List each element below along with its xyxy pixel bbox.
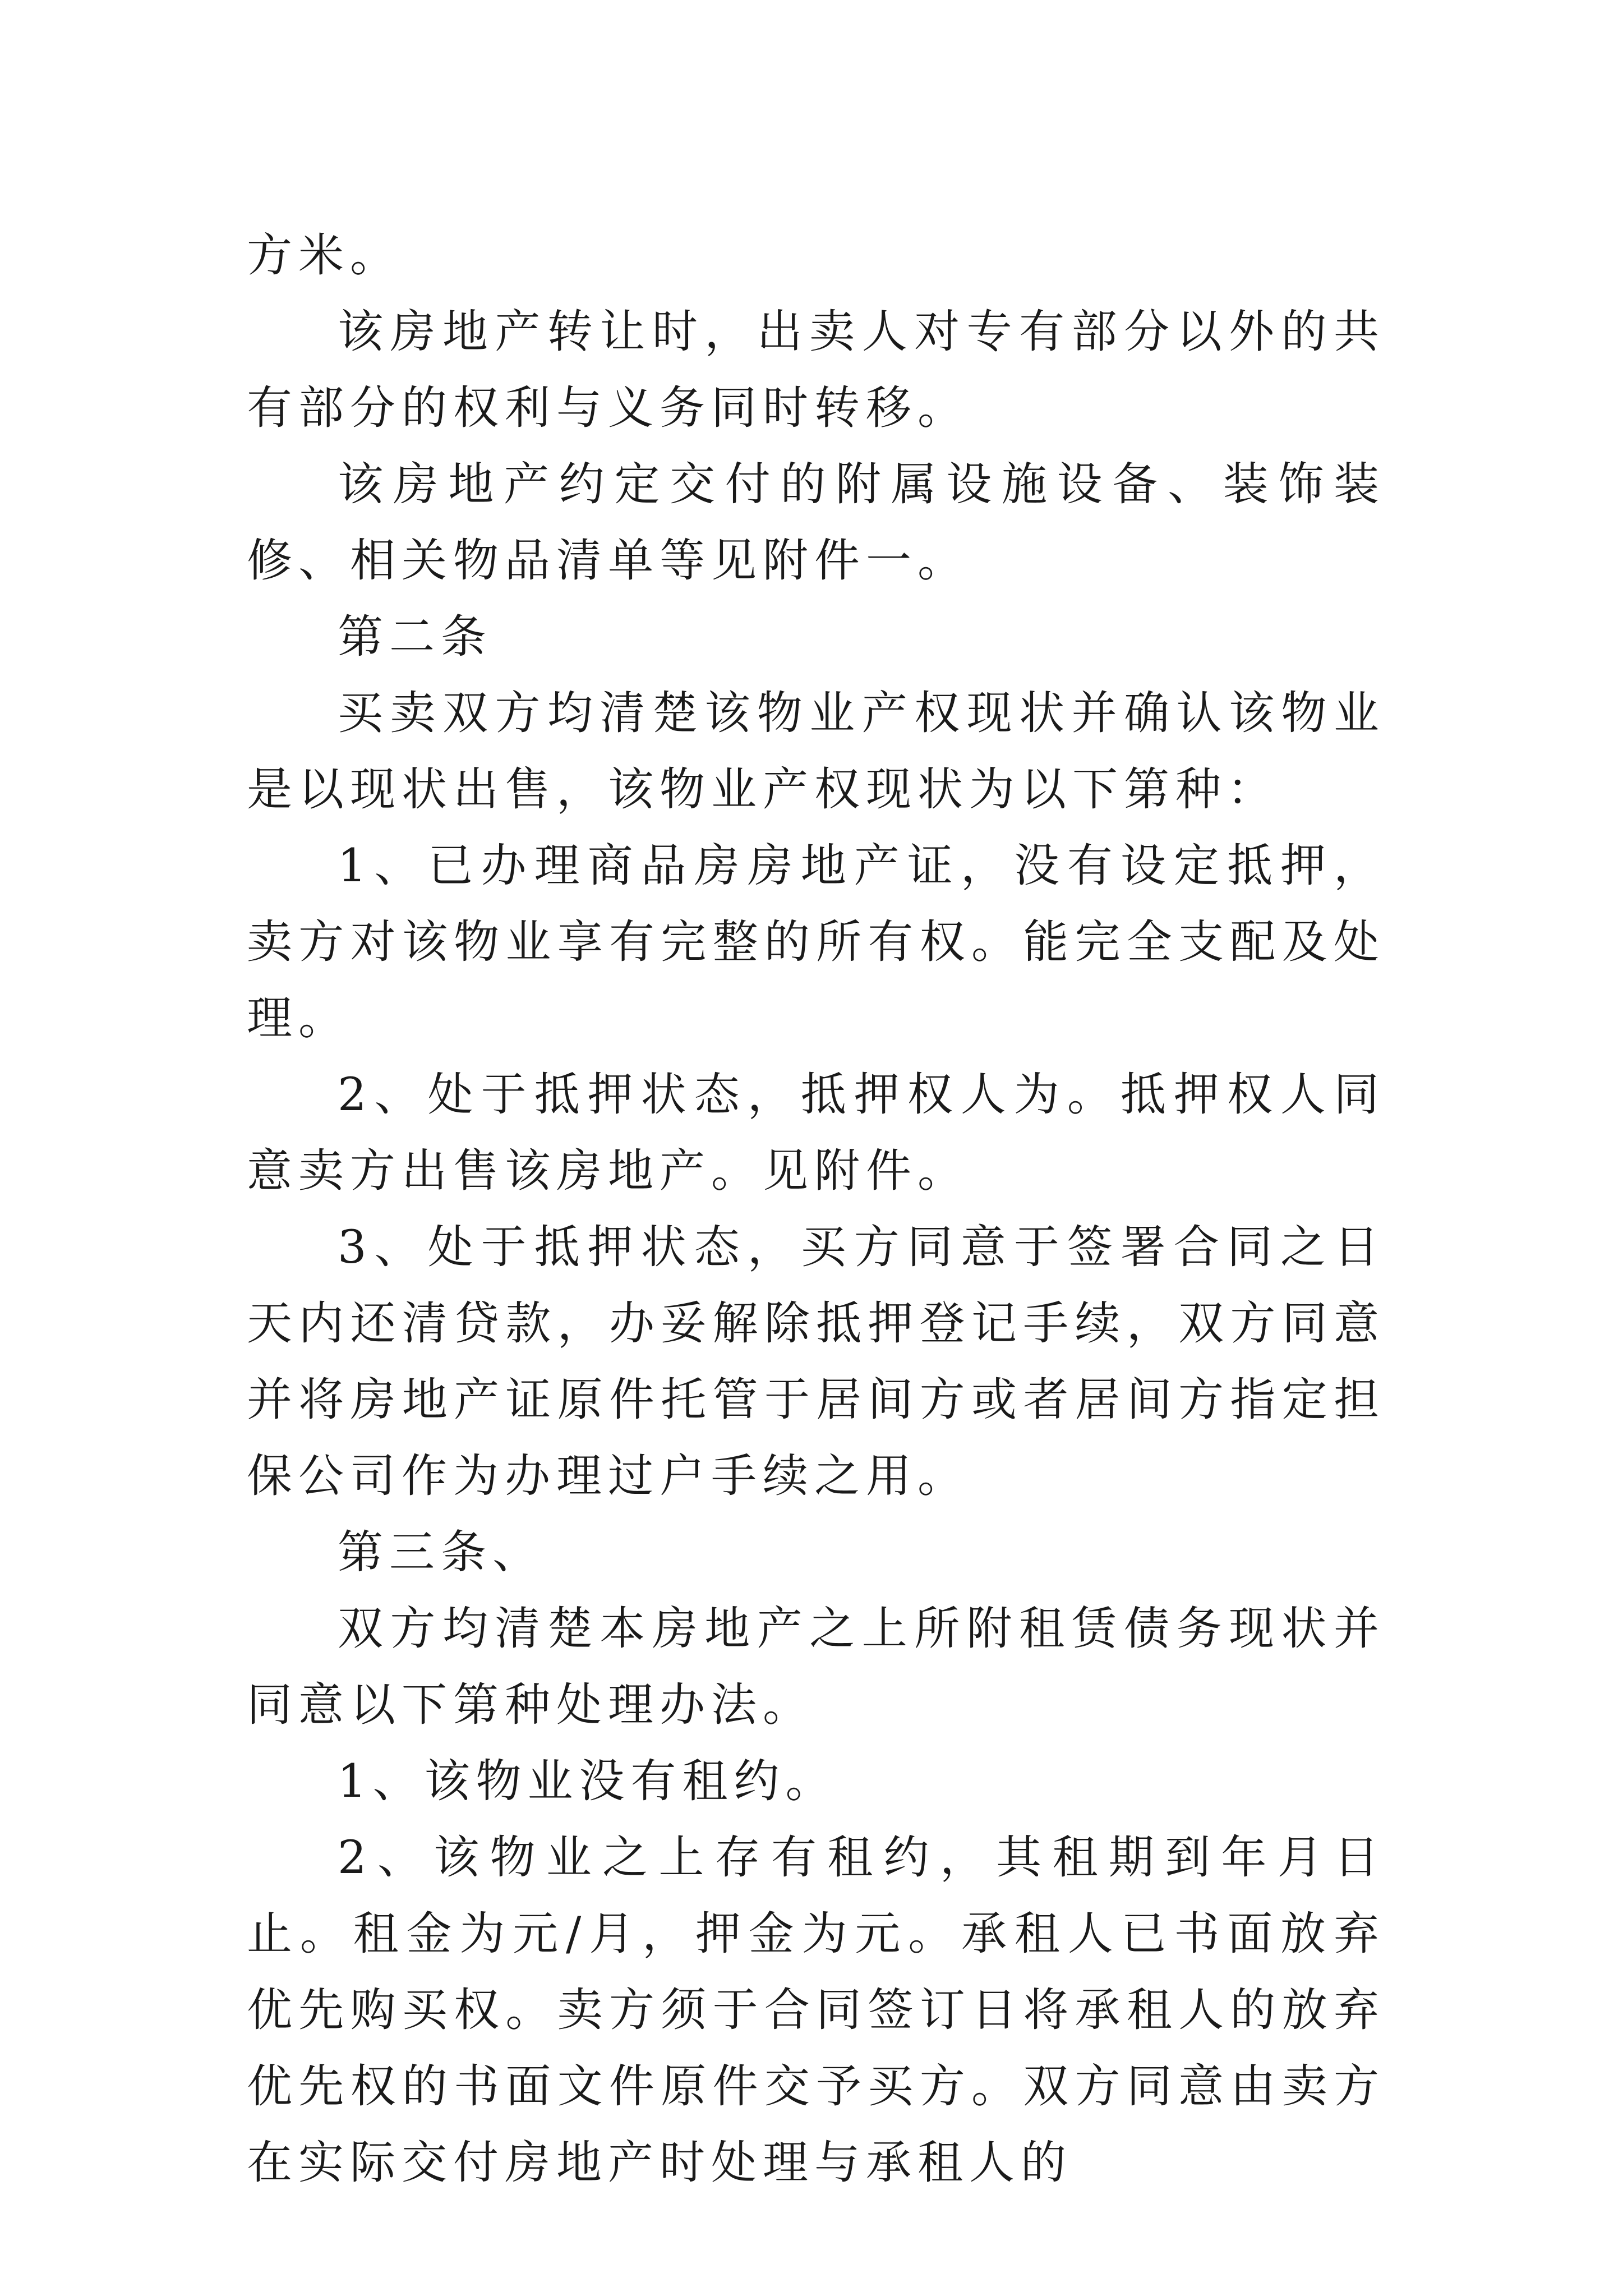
paragraph-12: 2、该物业之上存有租约，其租期到年月日止。租金为元/月，押金为元。承租人已书面放弃优先购买权。卖方须于合同签订日将承租人的放弃优先权的书面文件原件交予买方。双方同意由卖方在实际交付房地产时处理与承租人的 xyxy=(247,1832,1385,2189)
paragraph-7: 2、处于抵押状态，抵押权人为。抵押权人同意卖方出售该房地产。见附件。 xyxy=(247,1069,1385,1198)
paragraph-6: 1、已办理商品房房地产证，没有设定抵押，卖方对该物业享有完整的所有权。能完全支配及处理。 xyxy=(247,840,1385,1045)
paragraph-11: 1、该物业没有租约。 xyxy=(338,1755,837,1808)
article-3-heading: 第三条、 xyxy=(338,1526,545,1579)
paragraph-3: 该房地产约定交付的附属设施设备、装饰装修、相关物品清单等见附件一。 xyxy=(247,458,1385,587)
paragraph-5: 买卖双方均清楚该物业产权现状并确认该物业是以现状出售，该物业产权现状为以下第种： xyxy=(247,687,1385,816)
article-2-heading: 第二条 xyxy=(338,611,493,664)
paragraph-10: 双方均清楚本房地产之上所附租赁债务现状并同意以下第种处理办法。 xyxy=(247,1603,1385,1732)
paragraph-8: 3、处于抵押状态，买方同意于签署合同之日天内还清贷款，办妥解除抵押登记手续，双方同意并将房地产证原件托管于居间方或者居间方指定担保公司作为办理过户手续之用。 xyxy=(247,1221,1385,1503)
paragraph-2: 该房地产转让时，出卖人对专有部分以外的共有部分的权利与义务同时转移。 xyxy=(247,306,1385,435)
document-body xyxy=(247,218,1385,2201)
paragraph-1: 方米。 xyxy=(247,229,402,282)
